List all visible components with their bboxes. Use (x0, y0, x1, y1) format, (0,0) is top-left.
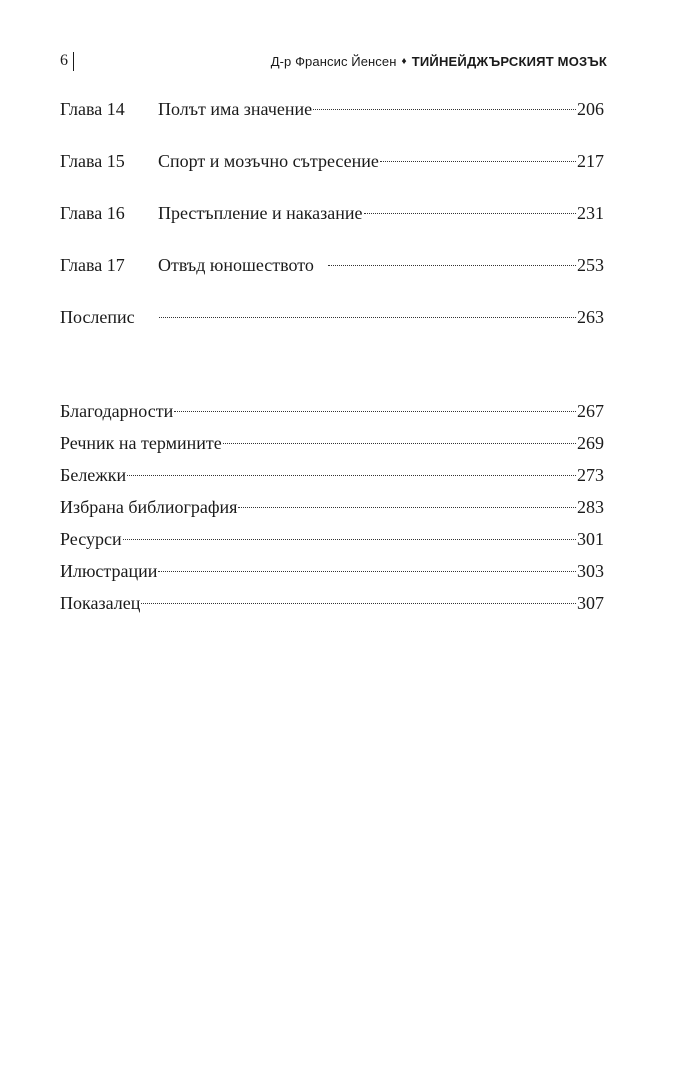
toc-back-matter (60, 395, 604, 619)
dot-leader (328, 265, 576, 266)
toc-row-acknowledgments[interactable] (60, 395, 604, 427)
dot-leader (127, 475, 576, 476)
back-matter-page: 269 (577, 433, 604, 453)
chapter-title: Спорт и мозъчно сътресение (158, 151, 379, 171)
dot-leader (380, 161, 576, 162)
toc-row-bibliography[interactable] (60, 491, 604, 523)
toc-row-illustrations[interactable] (60, 555, 604, 587)
toc-row-chapter-15[interactable] (60, 142, 604, 194)
back-matter-title: Избрана библиография (60, 497, 238, 517)
dot-leader (238, 507, 576, 508)
back-matter-title: Илюстрации (60, 561, 158, 581)
back-matter-title: Благодарности (60, 401, 174, 421)
chapter-page: 217 (577, 151, 604, 171)
back-matter-title: Речник на термините (60, 433, 222, 453)
page-number (60, 52, 74, 71)
dot-leader (123, 539, 576, 540)
back-matter-page: 301 (577, 529, 604, 549)
back-matter-page: 283 (577, 497, 604, 517)
chapter-label: Глава 16 (60, 203, 125, 223)
dot-leader (364, 213, 576, 214)
running-header (60, 50, 607, 72)
dot-leader (158, 571, 576, 572)
toc-row-index[interactable] (60, 587, 604, 619)
toc-row-chapter-14[interactable] (60, 90, 604, 142)
page-number-text: 6 (60, 52, 68, 69)
chapter-page: 206 (577, 99, 604, 119)
chapter-label: Глава 15 (60, 151, 125, 171)
back-matter-page: 303 (577, 561, 604, 581)
toc-row-chapter-16[interactable] (60, 194, 604, 246)
back-matter-title: Бележки (60, 465, 127, 485)
chapter-label: Глава 14 (60, 99, 125, 119)
dot-leader (223, 443, 576, 444)
back-matter-title: Ресурси (60, 529, 122, 549)
dot-leader (141, 603, 576, 604)
chapter-page: 263 (577, 307, 604, 327)
back-matter-page: 267 (577, 401, 604, 421)
dot-leader (159, 317, 576, 318)
page-number-divider (73, 52, 74, 71)
toc-row-chapter-17[interactable] (60, 246, 604, 298)
chapter-page: 253 (577, 255, 604, 275)
chapter-page: 231 (577, 203, 604, 223)
toc-row-notes[interactable] (60, 459, 604, 491)
dot-leader (174, 411, 576, 412)
book-title: ТИЙНЕЙДЖЪРСКИЯТ МОЗЪК (411, 53, 607, 69)
chapter-label: Глава 17 (60, 255, 125, 275)
chapter-label: Послепис (60, 307, 135, 327)
chapter-title: Отвъд юношеството (158, 255, 314, 275)
running-head (271, 54, 607, 69)
author-name: Д-р Франсис Йенсен (270, 53, 397, 69)
toc-chapters (60, 90, 604, 350)
back-matter-page: 307 (577, 593, 604, 613)
toc-row-afterword[interactable] (60, 298, 604, 350)
back-matter-page: 273 (577, 465, 604, 485)
toc-row-resources[interactable] (60, 523, 604, 555)
chapter-title: Престъпление и наказание (158, 203, 363, 223)
toc-row-glossary[interactable] (60, 427, 604, 459)
diamond-separator-icon: ♦ (401, 55, 407, 67)
dot-leader (313, 109, 576, 110)
back-matter-title: Показалец (60, 593, 141, 613)
chapter-title: Полът има значение (158, 99, 313, 119)
